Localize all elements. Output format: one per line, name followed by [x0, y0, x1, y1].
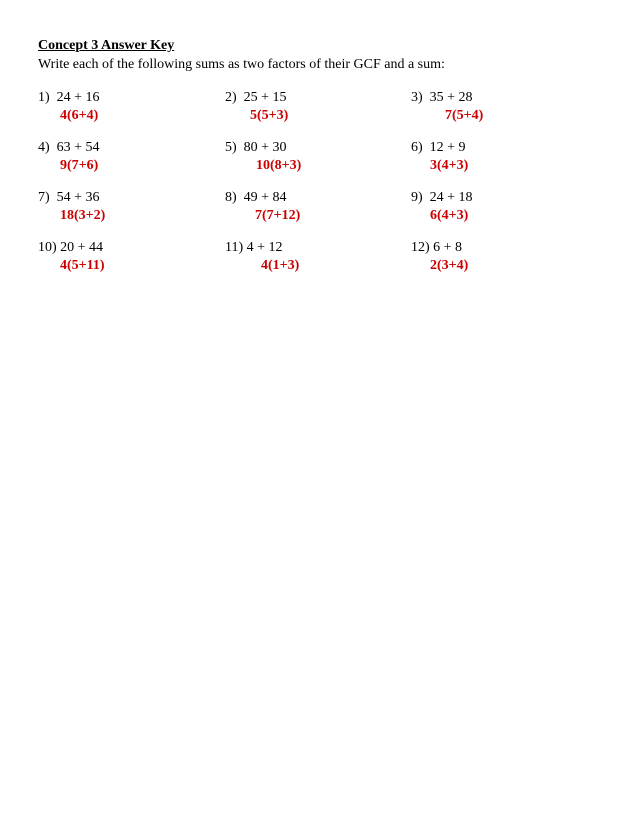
problem-question: 1) 24 + 16 [38, 90, 100, 105]
problem-3 [411, 90, 591, 130]
problem-answer: 7(7+12) [255, 208, 301, 223]
problem-question: 10) 20 + 44 [38, 240, 104, 255]
instructions: Write each of the following sums as two factors of their GCF and a sum: [38, 57, 445, 72]
problem-question: 12) 6 + 8 [411, 240, 463, 255]
problem-answer: 18(3+2) [60, 208, 106, 223]
problem-answer: 7(5+4) [445, 108, 484, 123]
problem-question: 8) 49 + 84 [225, 190, 287, 205]
problem-question: 11) 4 + 12 [225, 240, 283, 255]
problem-1 [38, 90, 218, 130]
problem-question: 9) 24 + 18 [411, 190, 473, 205]
problem-answer: 4(5+11) [60, 258, 105, 273]
problem-4 [38, 140, 218, 180]
problem-answer: 10(8+3) [256, 158, 302, 173]
problem-answer: 4(1+3) [261, 258, 300, 273]
problem-5 [225, 140, 405, 180]
problem-answer: 5(5+3) [250, 108, 289, 123]
problem-answer: 4(6+4) [60, 108, 99, 123]
problem-answer: 9(7+6) [60, 158, 99, 173]
problem-10 [38, 240, 218, 280]
problem-question: 4) 63 + 54 [38, 140, 100, 155]
problem-8 [225, 190, 405, 230]
problem-answer: 6(4+3) [430, 208, 469, 223]
problem-11 [225, 240, 405, 280]
page-title: Concept 3 Answer Key [38, 38, 175, 53]
problem-question: 6) 12 + 9 [411, 140, 466, 155]
problem-7 [38, 190, 218, 230]
problem-answer: 2(3+4) [430, 258, 469, 273]
problem-question: 3) 35 + 28 [411, 90, 473, 105]
problem-answer: 3(4+3) [430, 158, 469, 173]
problem-6 [411, 140, 591, 180]
problem-question: 2) 25 + 15 [225, 90, 287, 105]
problem-grid [38, 90, 598, 290]
problem-2 [225, 90, 405, 130]
problem-9 [411, 190, 591, 230]
problem-question: 5) 80 + 30 [225, 140, 287, 155]
problem-question: 7) 54 + 36 [38, 190, 100, 205]
problem-12 [411, 240, 591, 280]
